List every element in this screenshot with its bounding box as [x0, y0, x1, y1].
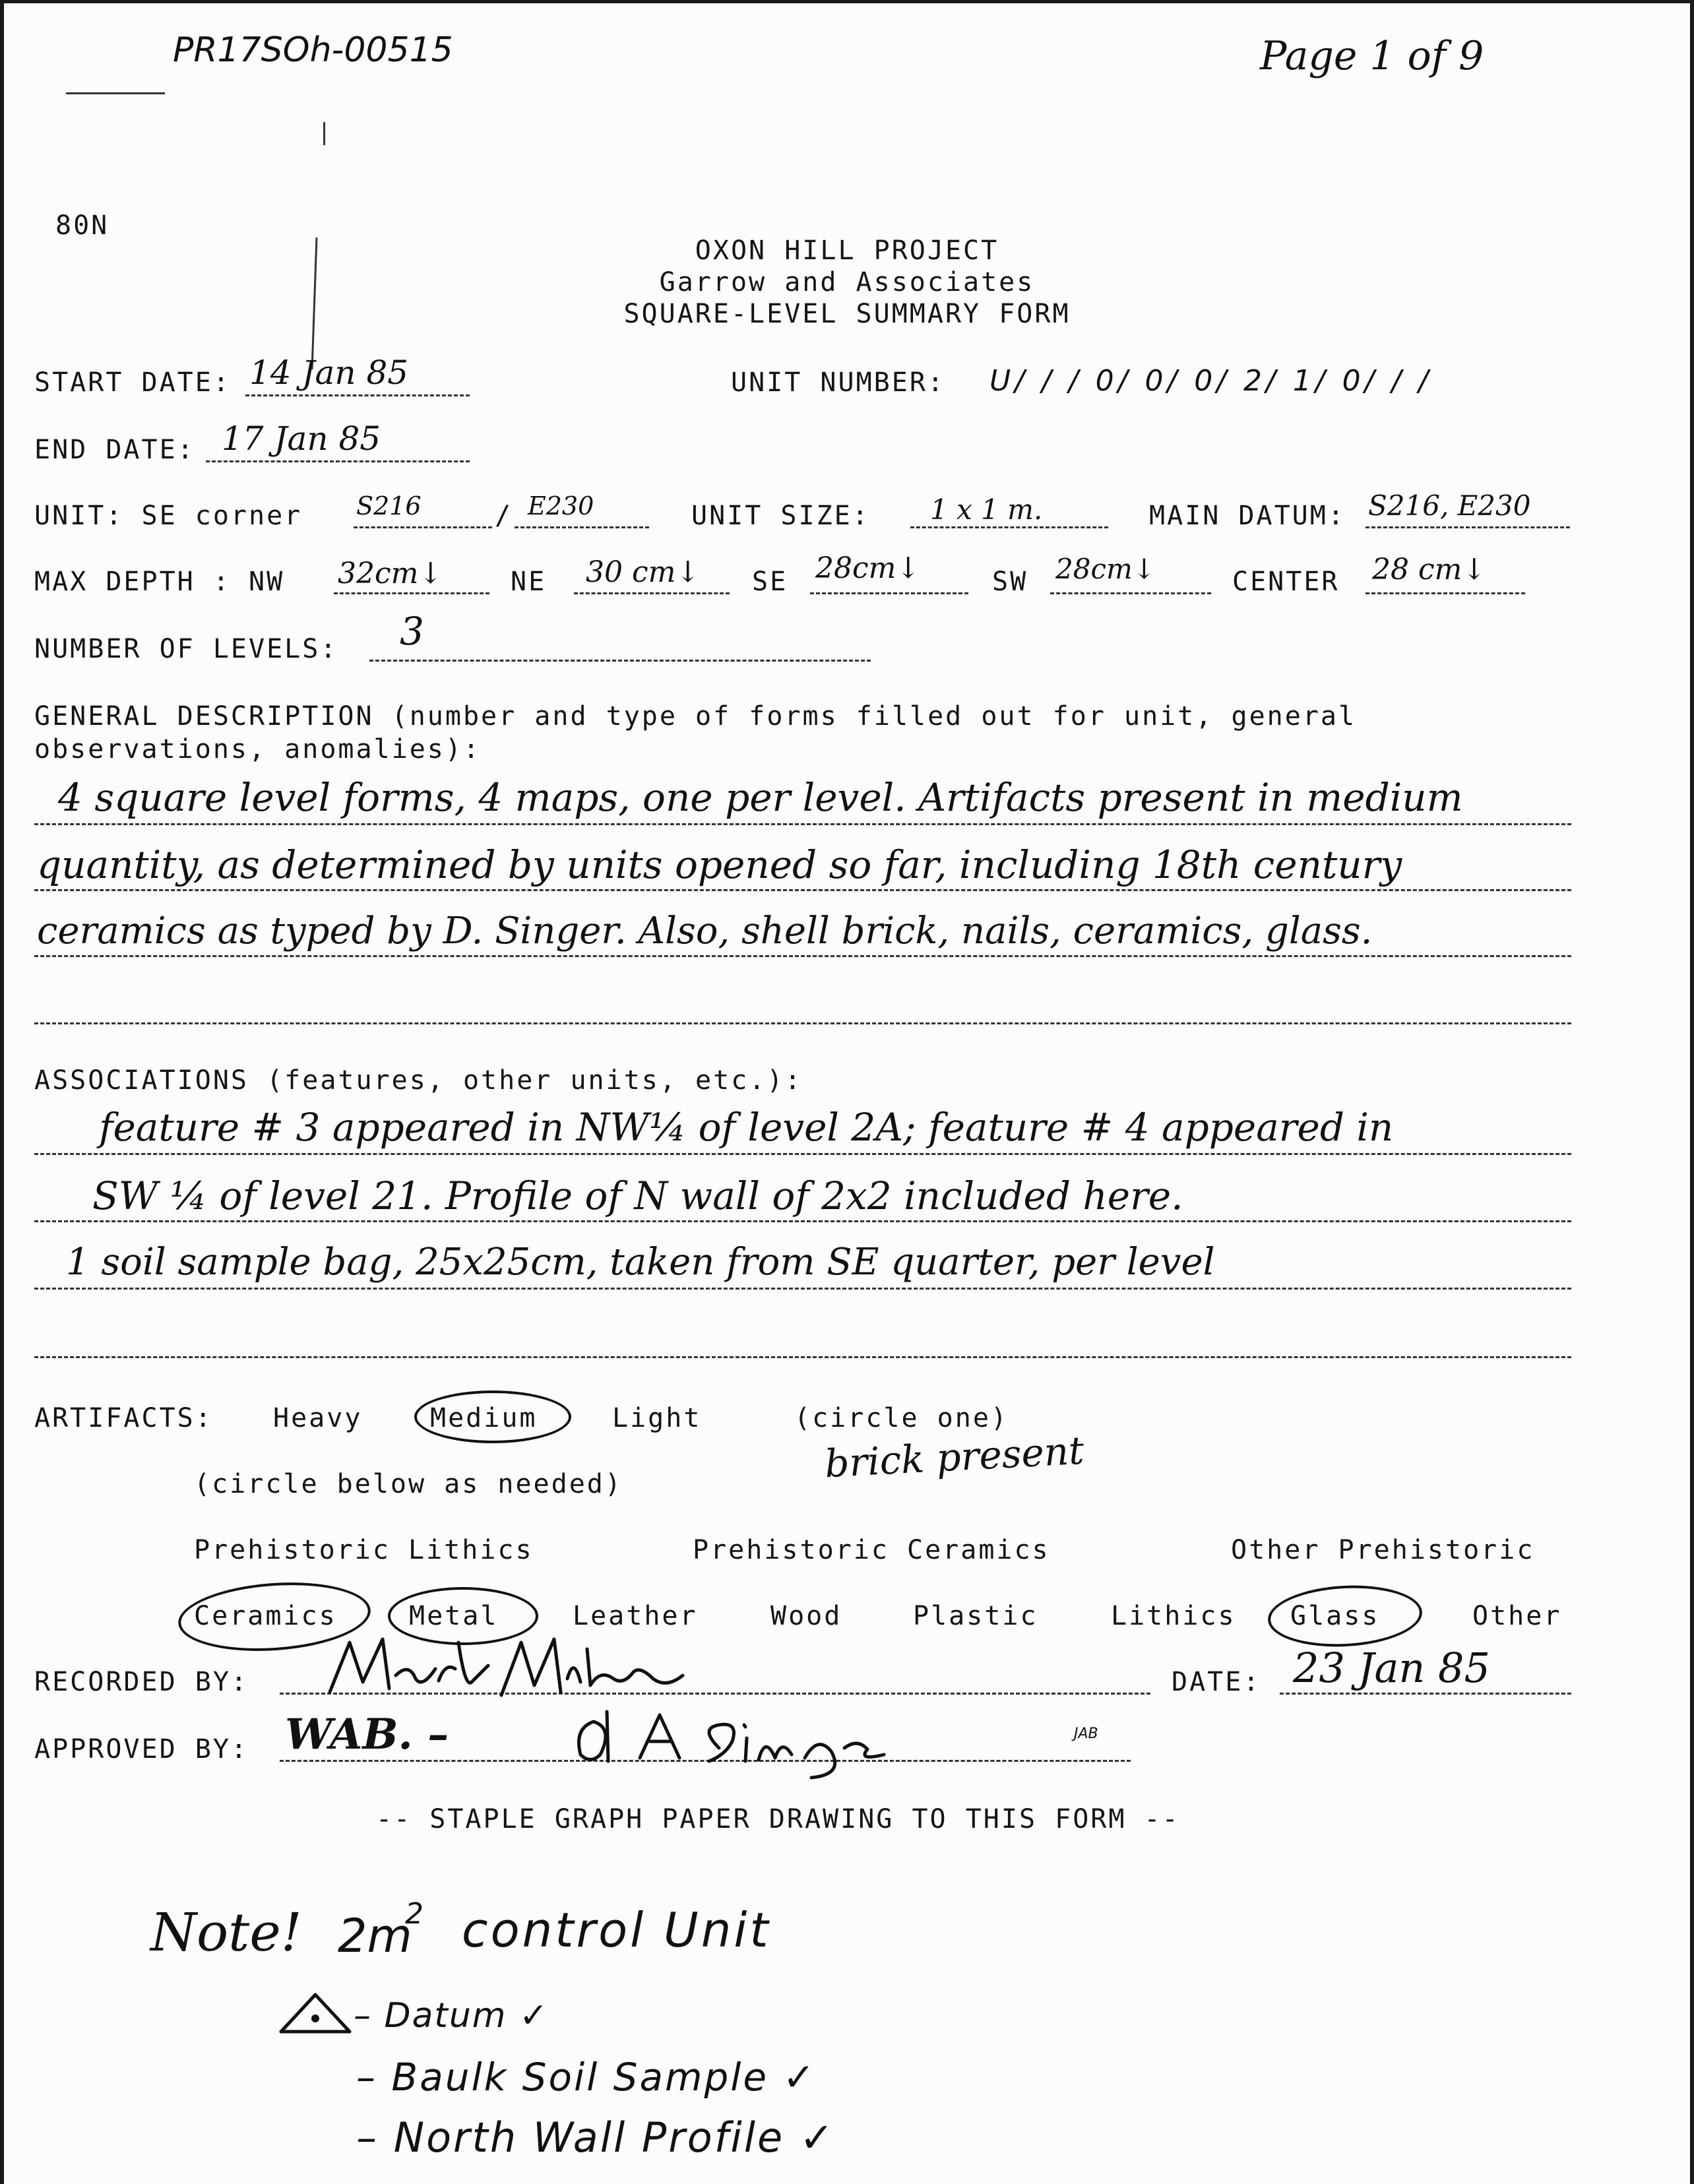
general-line-2-rule — [34, 889, 1571, 891]
start-date-label: START DATE: — [34, 367, 231, 398]
recorder-signature — [323, 1629, 693, 1702]
small-initials: JAB — [1074, 1726, 1098, 1742]
general-description-label: GENERAL DESCRIPTION (number and type of forms filled out for unit, general — [34, 701, 1357, 732]
other-prehistoric: Other Prehistoric — [1231, 1535, 1535, 1565]
prehistoric-lithics: Prehistoric Lithics — [194, 1535, 534, 1565]
depth-ne-line — [574, 592, 730, 594]
associations-line-1: feature # 3 appeared in NW¼ of level 2A; feature # 4 appeared in — [99, 1105, 1394, 1150]
date-line — [1280, 1693, 1571, 1695]
depth-sw-label: SW — [992, 567, 1028, 597]
approved-by-label: APPROVED BY: — [34, 1734, 249, 1764]
scan-edge-right — [1690, 0, 1694, 2184]
general-line-4-rule — [34, 1022, 1571, 1024]
artifacts-circle-below: (circle below as needed) — [194, 1469, 623, 1499]
end-date-value: 17 Jan 85 — [222, 420, 381, 458]
depth-sw-line — [1050, 592, 1211, 594]
recorded-by-label: RECORDED BY: — [34, 1667, 249, 1697]
datum-triangle-icon — [276, 1991, 355, 2037]
depth-se-value: 28cm↓ — [815, 551, 921, 585]
unit-label: UNIT: SE corner — [34, 501, 303, 531]
associations-line-4-rule — [34, 1356, 1571, 1358]
associations-label: ASSOCIATIONS (features, other units, etc.): — [34, 1065, 803, 1096]
depth-center-label: CENTER — [1232, 567, 1340, 597]
artifact-wood: Wood — [770, 1601, 842, 1631]
scan-mark — [323, 122, 325, 145]
staple-instruction: -- STAPLE GRAPH PAPER DRAWING TO THIS FORM -- — [376, 1804, 1180, 1834]
artifact-metal: Metal — [409, 1601, 499, 1631]
unit-south-line — [354, 526, 492, 528]
depth-center-line — [1365, 592, 1525, 594]
main-datum-label: MAIN DATUM: — [1149, 501, 1346, 531]
depth-sw-value: 28cm↓ — [1055, 553, 1156, 585]
document-id: PR17SOh-00515 — [173, 30, 453, 70]
number-of-levels-value: 3 — [400, 609, 424, 654]
scan-edge-top — [0, 0, 1694, 3]
note-unit-text: control Unit — [462, 1902, 771, 1958]
scan-mark — [311, 237, 318, 369]
start-date-line — [245, 394, 470, 396]
note-unit-superscript: 2 — [405, 1897, 424, 1931]
unit-east-line — [515, 526, 649, 528]
general-description-label-cont: observations, anomalies): — [34, 734, 482, 764]
number-of-levels-label: NUMBER OF LEVELS: — [34, 634, 338, 664]
main-datum-value: S216, E230 — [1368, 489, 1531, 522]
artifact-leather: Leather — [573, 1601, 698, 1631]
artifacts-label: ARTIFACTS: — [34, 1403, 213, 1433]
associations-line-2: SW ¼ of level 21. Profile of N wall of 2x2 included here. — [92, 1173, 1183, 1218]
organization-name: Garrow and Associates — [659, 267, 1035, 297]
artifact-ceramics: Ceramics — [194, 1601, 337, 1631]
artifacts-heavy: Heavy — [273, 1403, 363, 1433]
unit-size-label: UNIT SIZE: — [691, 501, 870, 531]
artifacts-circle-one: (circle one) — [794, 1403, 1009, 1433]
general-line-1-rule — [34, 823, 1571, 825]
general-line-2: quantity, as determined by units opened so far, including 18th century — [37, 842, 1402, 887]
scan-mark — [66, 92, 165, 94]
start-date-value: 14 Jan 85 — [249, 354, 409, 392]
unit-slash: / — [495, 501, 513, 531]
project-title: OXON HILL PROJECT — [695, 235, 999, 266]
note-item-datum: – Datum ✓ — [354, 1996, 549, 2036]
depth-ne-label: NE — [511, 567, 547, 597]
depth-se-line — [810, 592, 968, 594]
main-datum-line — [1365, 526, 1570, 528]
artifact-glass: Glass — [1290, 1601, 1380, 1631]
unit-size-value: 1 x 1 m. — [930, 493, 1043, 526]
corner-label: 80N — [55, 210, 110, 241]
artifact-lithics: Lithics — [1111, 1601, 1236, 1631]
associations-line-3: 1 soil sample bag, 25x25cm, taken from SE quarter, per level — [66, 1241, 1215, 1284]
approver-signature — [567, 1702, 897, 1781]
unit-number-label: UNIT NUMBER: — [731, 367, 945, 398]
brick-present-note: brick present — [823, 1427, 1085, 1487]
unit-size-line — [910, 526, 1108, 528]
prehistoric-ceramics: Prehistoric Ceramics — [693, 1535, 1050, 1565]
date-label: DATE: — [1172, 1667, 1261, 1697]
note-heading: Note! — [150, 1902, 302, 1963]
associations-line-1-rule — [34, 1153, 1571, 1155]
page-number: Page 1 of 9 — [1260, 33, 1484, 79]
artifact-other: Other — [1472, 1601, 1562, 1631]
unit-south-value: S216 — [356, 491, 422, 520]
end-date-line — [206, 460, 470, 462]
approver-initials: WAB. – — [285, 1710, 449, 1759]
unit-number-value: U/ / / 0/ 0/ 0/ 2/ 1/ 0/ / / — [989, 364, 1433, 398]
max-depth-label: MAX DEPTH : NW — [34, 567, 285, 597]
depth-center-value: 28 cm↓ — [1372, 553, 1487, 586]
artifacts-medium: Medium — [430, 1403, 538, 1433]
general-line-3: ceramics as typed by D. Singer. Also, shell brick, nails, ceramics, glass. — [37, 910, 1373, 952]
unit-east-value: E230 — [528, 491, 594, 520]
note-unit-size: 2m — [338, 1909, 412, 1963]
note-item-baulk: – Baulk Soil Sample ✓ — [356, 2055, 817, 2100]
general-line-3-rule — [34, 955, 1571, 957]
artifact-plastic: Plastic — [913, 1601, 1038, 1631]
note-item-profile: – North Wall Profile ✓ — [356, 2113, 836, 2162]
associations-line-2-rule — [34, 1220, 1571, 1222]
depth-nw-line — [334, 592, 489, 594]
artifacts-light: Light — [612, 1403, 702, 1433]
general-line-1: 4 square level forms, 4 maps, one per level. Artifacts present in medium — [58, 775, 1463, 820]
depth-nw-value: 32cm↓ — [338, 557, 443, 590]
scan-edge-left — [0, 0, 4, 2184]
recorded-date-value: 23 Jan 85 — [1293, 1644, 1490, 1692]
depth-ne-value: 30 cm↓ — [586, 555, 701, 589]
form-name: SQUARE-LEVEL SUMMARY FORM — [623, 299, 1071, 329]
end-date-label: END DATE: — [34, 435, 195, 465]
associations-line-3-rule — [34, 1288, 1571, 1290]
depth-se-label: SE — [752, 567, 788, 597]
number-of-levels-line — [369, 660, 871, 662]
